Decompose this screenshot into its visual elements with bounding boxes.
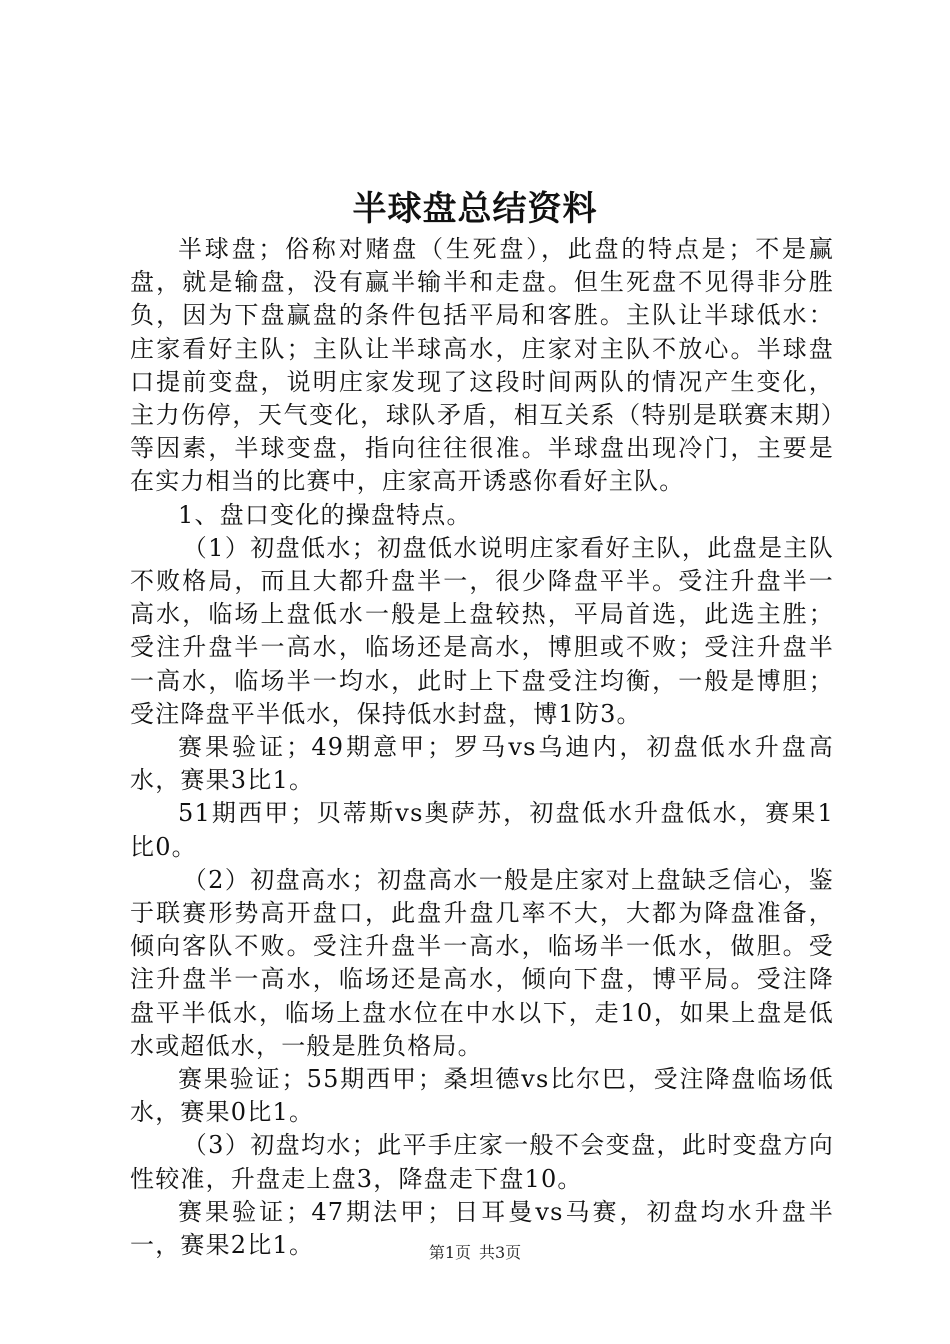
document-title: 半球盘总结资料 — [352, 189, 598, 229]
paragraph-result-1: 赛果验证；49期意甲；罗马vs乌迪内，初盘低水升盘高水，赛果3比1。 — [130, 733, 834, 795]
paragraph-high-water: （2）初盘高水；初盘高水一般是庄家对上盘缺乏信心，鉴于联赛形势高开盘口，此盘升盘几率不大，大都为降盘准备，倾向客队不败。受注升盘半一高水，临场半一低水，做胆。受注升盘半一高水，临场还是高水，倾向下盘，博平局。受注降盘平半低水，临场上盘水位在中水以下，走10，如果上盘是低水或超低水，一般是胜负格局。 — [130, 865, 834, 1060]
page-number: 第1页 — [428, 1243, 471, 1262]
paragraph-low-water: （1）初盘低水；初盘低水说明庄家看好主队，此盘是主队不败格局，而且大都升盘半一，很少降盘平半。受注升盘半一高水，临场上盘低水一般是上盘较热，平局首选，此选主胜；受注升盘半一高水，临场还是高水，博胆或不败；受注升盘半一高水，临场半一均水，此时上下盘受注均衡，一般是博胆；受注降盘平半低水，保持低水封盘，博1防3。 — [130, 533, 834, 728]
document-body — [130, 233, 834, 1262]
paragraph-even-water: （3）初盘均水；此平手庄家一般不会变盘，此时变盘方向性较准，升盘走上盘3，降盘走下盘10。 — [130, 1131, 834, 1193]
paragraph-result-3: 赛果验证；55期西甲；桑坦德vs比尔巴，受注降盘临场低水，赛果0比1。 — [130, 1065, 834, 1127]
page-footer — [0, 1242, 950, 1264]
paragraph-result-4: 赛果验证；47期法甲；日耳曼vs马赛，初盘均水升盘半一，赛果2比1。 — [130, 1197, 834, 1260]
page-total: 共3页 — [479, 1243, 522, 1262]
paragraph-result-2: 51期西甲；贝蒂斯vs奥萨苏，初盘低水升盘低水，赛果1比0。 — [130, 799, 834, 861]
paragraph-intro: 半球盘；俗称对赌盘（生死盘），此盘的特点是；不是赢盘，就是输盘，没有赢半输半和走盘。但生死盘不见得非分胜负，因为下盘赢盘的条件包括平局和客胜。主队让半球低水：庄家看好主队；主队让半球高水，庄家对主队不放心。半球盘口提前变盘，说明庄家发现了这段时间两队的情况产生变化，主力伤停，天气变化，球队矛盾，相互关系（特别是联赛末期）等因素，半球变盘，指向往往很准。半球盘出现冷门，主要是在实力相当的比赛中，庄家高开诱惑你看好主队。 — [130, 235, 834, 496]
paragraph-section-heading: 1、盘口变化的操盘特点。 — [178, 500, 472, 529]
